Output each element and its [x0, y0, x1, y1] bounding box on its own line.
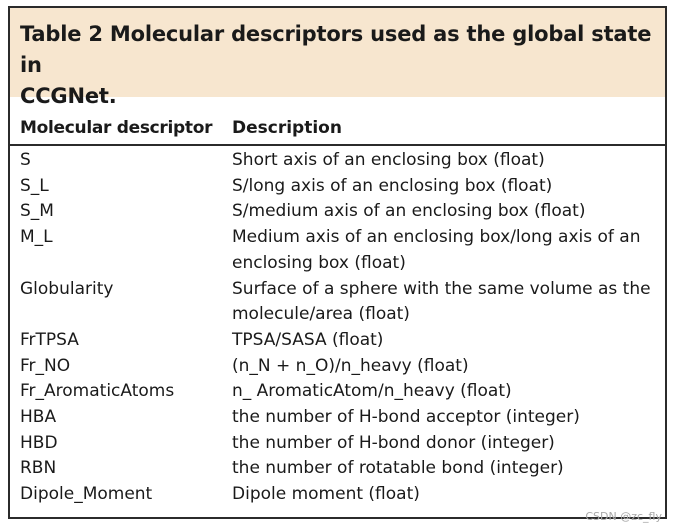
descriptor-description: Dipole moment (float) — [232, 484, 420, 505]
watermark: CSDN @zc_fly — [585, 510, 662, 523]
table-row — [10, 328, 665, 354]
descriptor-description: TPSA/SASA (float) — [232, 329, 384, 350]
table-row — [10, 148, 665, 174]
table-body — [10, 148, 665, 508]
descriptor-description: Medium axis of an enclosing box/long axis of an enclosing box (float) — [232, 227, 641, 273]
descriptor-description: Surface of a sphere with the same volume as the molecule/area (float) — [232, 278, 651, 325]
descriptor-name: HBD — [20, 432, 58, 453]
descriptor-name: Globularity — [20, 278, 114, 299]
table-row — [10, 431, 665, 457]
descriptor-description: S/medium axis of an enclosing box (float) — [232, 201, 586, 222]
descriptor-description: Short axis of an enclosing box (float) — [232, 150, 545, 170]
descriptor-description: (n_N + n_O)/n_heavy (float) — [232, 355, 469, 376]
descriptor-name: S — [20, 150, 31, 170]
table-row — [10, 456, 665, 482]
table-row — [10, 174, 665, 200]
table-row — [10, 277, 665, 328]
column-header-description: Description — [232, 118, 342, 138]
descriptor-name: RBN — [20, 458, 57, 479]
table-row — [10, 379, 665, 405]
table-row — [10, 482, 665, 508]
descriptor-name: HBA — [20, 407, 57, 428]
descriptor-name: S_M — [20, 201, 54, 222]
caption-line-2: CCGNet. — [20, 84, 117, 108]
caption-line-1: Table 2 Molecular descriptors used as the global state in — [20, 22, 652, 77]
descriptor-name: S_L — [20, 175, 49, 196]
descriptor-description: the number of H-bond acceptor (integer) — [232, 407, 580, 428]
descriptor-description: S/long axis of an enclosing box (float) — [232, 175, 553, 196]
descriptor-name: Fr_NO — [20, 355, 71, 376]
descriptor-description: the number of rotatable bond (integer) — [232, 458, 564, 479]
descriptor-name: M_L — [20, 227, 53, 248]
column-header-descriptor: Molecular descriptor — [20, 118, 213, 138]
table-row — [10, 354, 665, 380]
descriptor-description: the number of H-bond donor (integer) — [232, 432, 555, 453]
table-row — [10, 199, 665, 225]
table-row — [10, 405, 665, 431]
table-row — [10, 225, 665, 276]
descriptor-name: FrTPSA — [20, 329, 79, 350]
descriptor-description: n_ AromaticAtom/n_heavy (float) — [232, 381, 512, 402]
table-caption — [10, 8, 665, 108]
descriptor-name: Fr_AromaticAtoms — [20, 381, 175, 402]
descriptor-table — [8, 6, 667, 519]
descriptor-name: Dipole_Moment — [20, 484, 153, 505]
table-header-row — [10, 113, 665, 146]
